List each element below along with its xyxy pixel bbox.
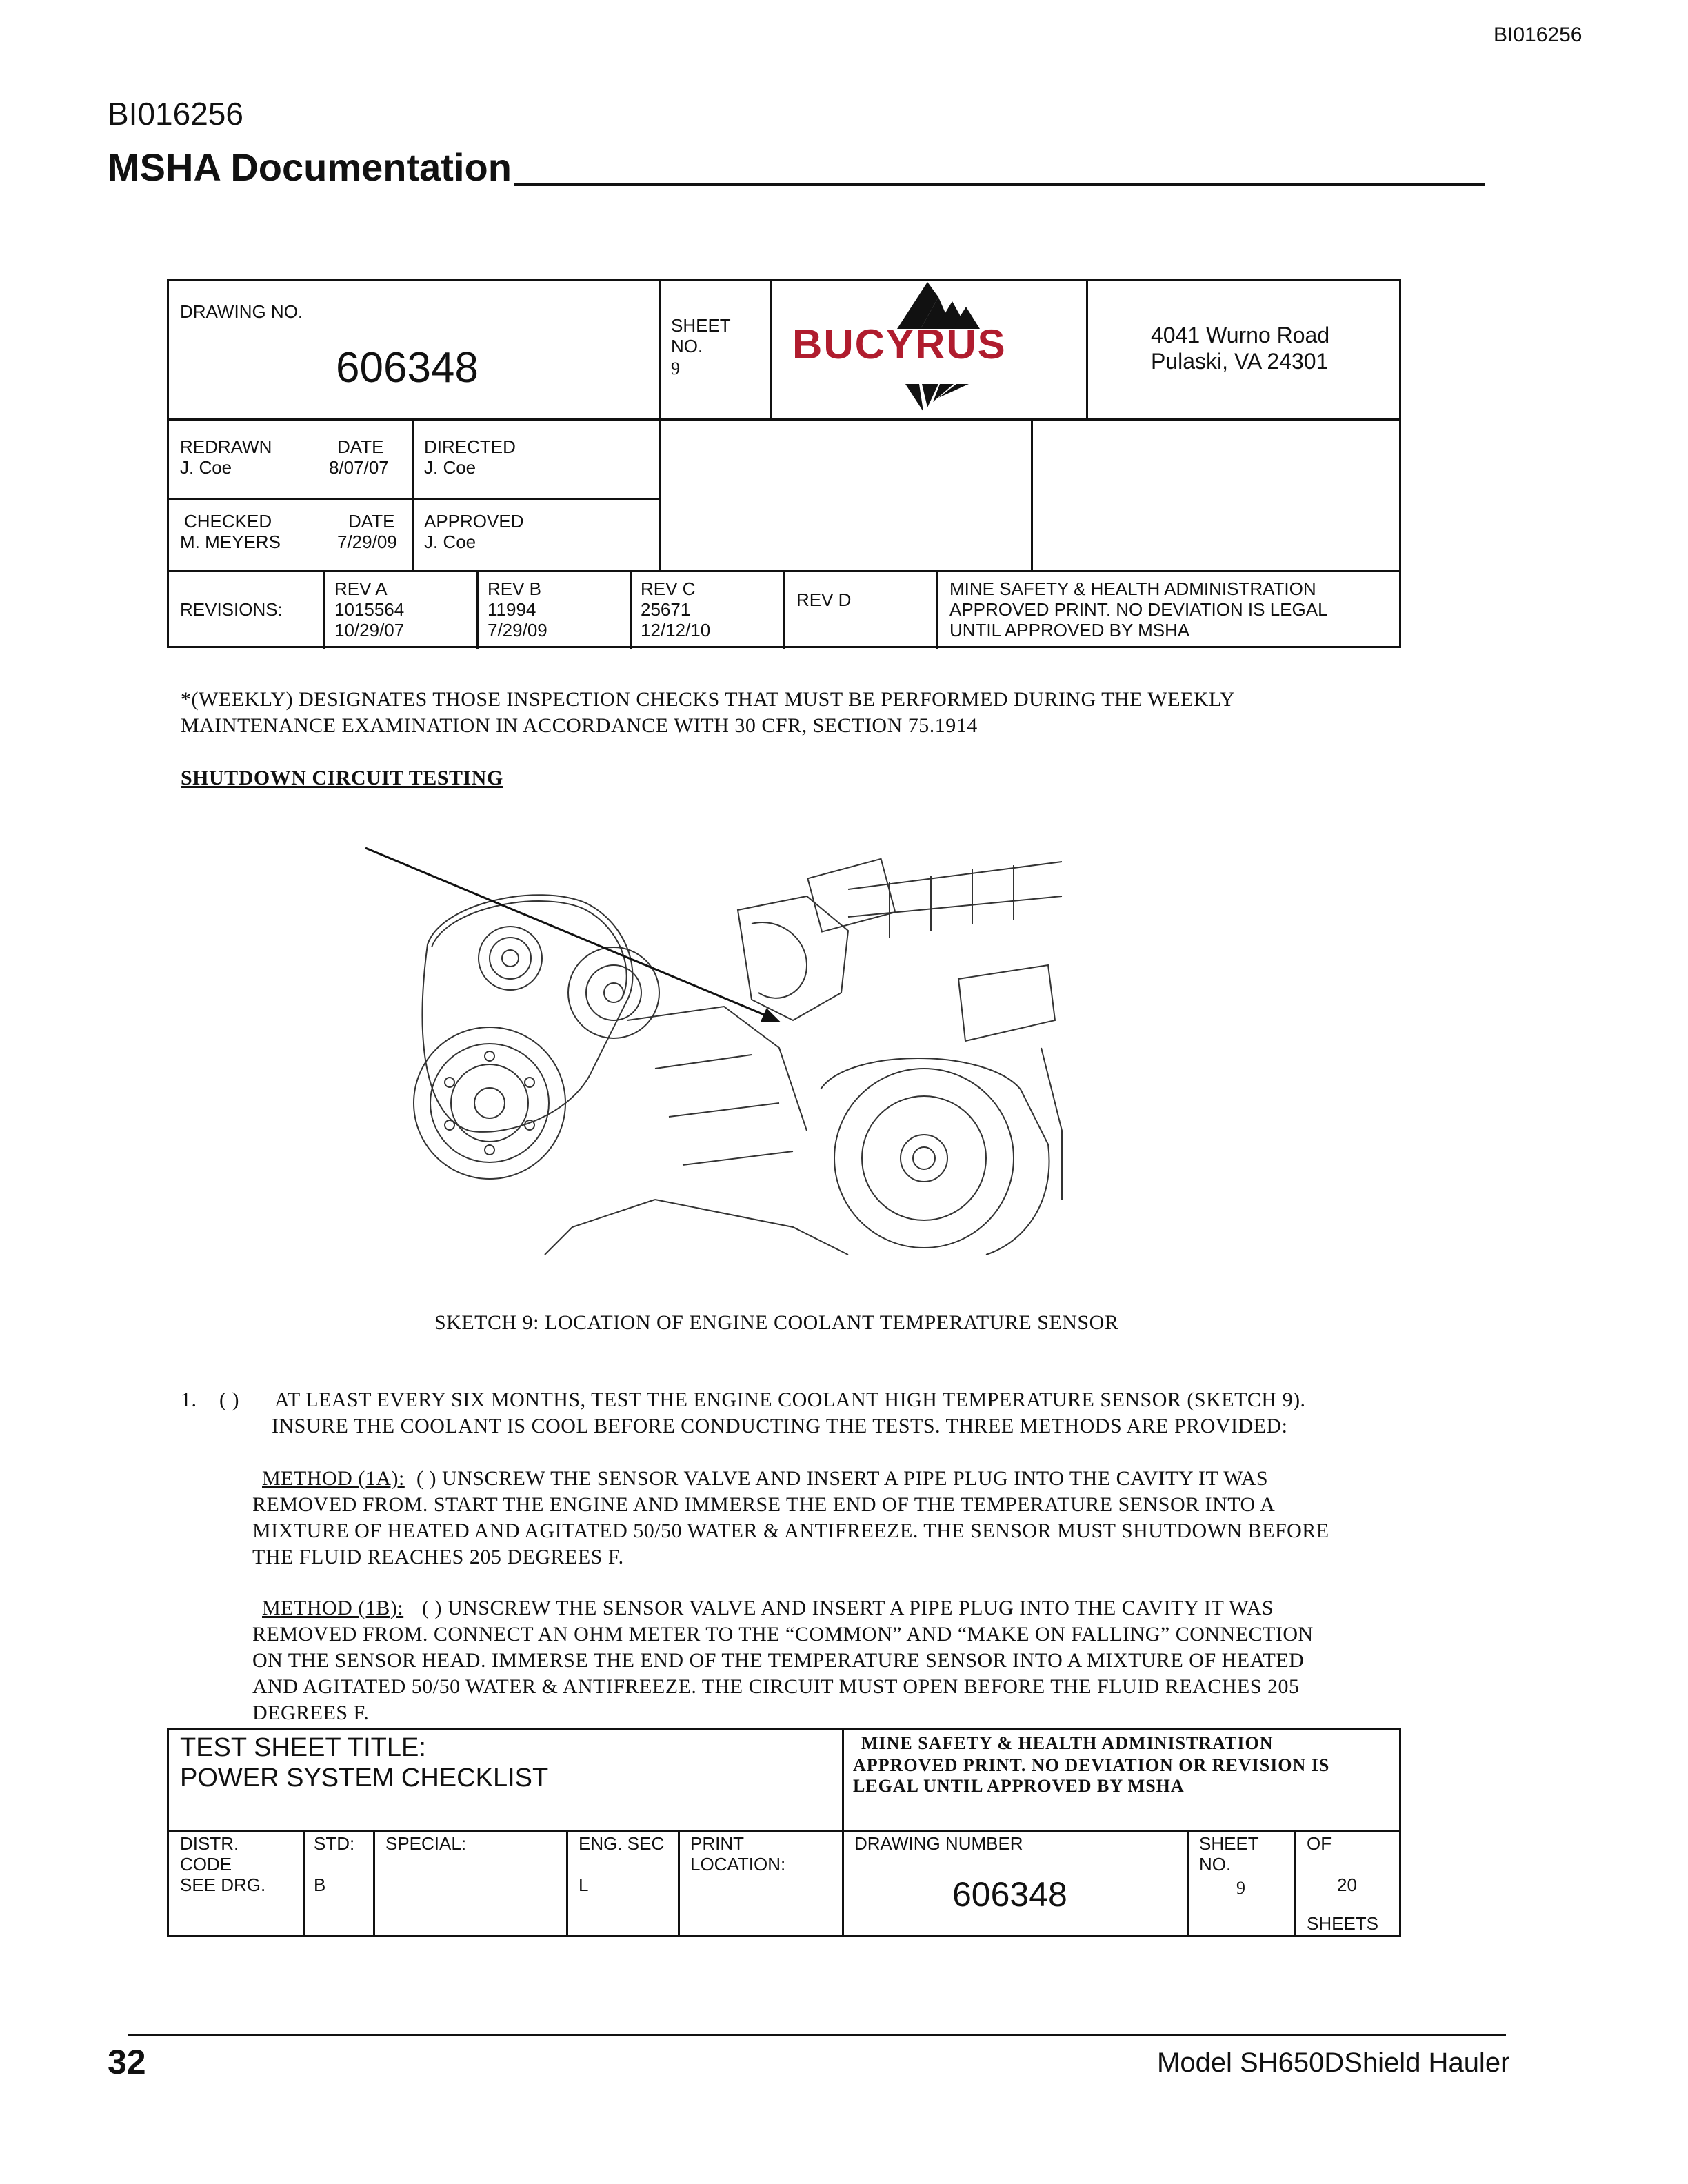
section-heading: SHUTDOWN CIRCUIT TESTING: [181, 767, 503, 789]
rev-a-date: 10/29/07: [334, 620, 405, 640]
document-id: BI016256: [108, 96, 243, 132]
method-1b-label: METHOD (1B):: [262, 1597, 404, 1619]
sketch-caption: SKETCH 9: LOCATION OF ENGINE COOLANT TEMPERATURE SENSOR: [434, 1311, 1119, 1334]
divider: [323, 570, 325, 649]
distr-value: SEE DRG.: [180, 1874, 266, 1895]
drawing-no: 606348: [336, 344, 479, 392]
redrawn-label: REDRAWN: [180, 436, 272, 457]
title-underline: [514, 183, 1485, 186]
divider: [169, 498, 660, 501]
sheet-no: 9: [1236, 1878, 1245, 1898]
footer-rule: [128, 2034, 1506, 2036]
sheet-label: SHEET: [671, 315, 731, 336]
print-location-label: LOCATION:: [690, 1854, 786, 1874]
rev-b-label: REV B: [488, 578, 542, 599]
item-number: 1.: [181, 1388, 197, 1411]
test-sheet-label: TEST SHEET TITLE:: [180, 1733, 426, 1762]
page-title: MSHA Documentation: [108, 145, 512, 189]
rev-a-label: REV A: [334, 578, 388, 599]
bucyrus-logo: [783, 281, 1086, 418]
distr-label: CODE: [180, 1854, 232, 1874]
total-sheets: 20: [1337, 1874, 1357, 1895]
divider: [936, 570, 938, 649]
rev-c-label: REV C: [641, 578, 696, 599]
rev-b-date: 7/29/09: [488, 620, 547, 640]
method-1b-line: DEGREES F.: [252, 1701, 370, 1724]
directed-label: DIRECTED: [424, 436, 516, 457]
msha-notice-line: LEGAL UNTIL APPROVED BY MSHA: [853, 1776, 1185, 1796]
method-1a-line: THE FLUID REACHES 205 DEGREES F.: [252, 1546, 624, 1568]
weekly-note-line: MAINTENANCE EXAMINATION IN ACCORDANCE WITH 30 CFR, SECTION 75.1914: [181, 714, 978, 737]
redrawn-date: 8/07/07: [329, 457, 389, 478]
msha-notice-line: APPROVED PRINT. NO DEVIATION OR REVISION IS: [853, 1755, 1330, 1775]
checked-date-label: DATE: [348, 511, 395, 532]
test-sheet-title: POWER SYSTEM CHECKLIST: [180, 1763, 549, 1792]
msha-notice-line: MINE SAFETY & HEALTH ADMINISTRATION: [861, 1733, 1274, 1753]
divider: [1086, 281, 1088, 418]
eng-sec-label: ENG. SEC: [579, 1833, 665, 1854]
engine-sketch: [365, 841, 1083, 1262]
weekly-note-line: *(WEEKLY) DESIGNATES THOSE INSPECTION CHECKS THAT MUST BE PERFORMED DURING THE WEEKLY: [181, 688, 1236, 711]
divider: [566, 1830, 568, 1935]
special-label: SPECIAL:: [385, 1833, 467, 1854]
address-line-1: 4041 Wurno Road: [1151, 323, 1330, 347]
approved-label: APPROVED: [424, 511, 524, 532]
revisions-label: REVISIONS:: [180, 599, 283, 620]
std-label: STD:: [314, 1833, 355, 1854]
checked-by: M. MEYERS: [180, 532, 281, 552]
sheets-label: SHEETS: [1307, 1913, 1379, 1934]
sheet-no: 9: [671, 358, 680, 378]
method-1a-label: METHOD (1A):: [262, 1467, 405, 1490]
sheet-label: NO.: [671, 336, 703, 356]
redrawn-by: J. Coe: [180, 457, 232, 478]
divider: [303, 1830, 305, 1935]
page-number: 32: [108, 2043, 146, 2081]
divider: [412, 418, 414, 570]
method-1b-line: ON THE SENSOR HEAD. IMMERSE THE END OF THE TEMPERATURE SENSOR INTO A MIXTURE OF HEATED: [252, 1649, 1305, 1672]
sheet-no-label: SHEET: [1199, 1833, 1259, 1854]
divider: [169, 418, 1399, 421]
checked-label: CHECKED: [184, 511, 272, 532]
drawing-number: 606348: [952, 1875, 1067, 1914]
rev-d-label: REV D: [796, 589, 852, 610]
divider: [678, 1830, 680, 1935]
msha-notice-line: MINE SAFETY & HEALTH ADMINISTRATION: [950, 578, 1316, 599]
msha-notice-line: APPROVED PRINT. NO DEVIATION IS LEGAL: [950, 599, 1328, 620]
method-1a-line: REMOVED FROM. START THE ENGINE AND IMMERSE THE END OF THE TEMPERATURE SENSOR INTO A: [252, 1493, 1276, 1516]
divider: [476, 570, 479, 649]
method-1b-line: REMOVED FROM. CONNECT AN OHM METER TO THE “COMMON” AND “MAKE ON FALLING” CONNECTION: [252, 1623, 1314, 1646]
eng-sec-value: L: [579, 1874, 589, 1895]
item-text-line: AT LEAST EVERY SIX MONTHS, TEST THE ENGINE COOLANT HIGH TEMPERATURE SENSOR (SKETCH 9).: [274, 1388, 1306, 1411]
drawing-number-label: DRAWING NUMBER: [854, 1833, 1023, 1854]
approved-by: J. Coe: [424, 532, 476, 552]
logo-text: BUCYRUS: [792, 321, 1007, 367]
distr-label: DISTR.: [180, 1833, 239, 1854]
divider: [1294, 1830, 1296, 1935]
sheet-no-label: NO.: [1199, 1854, 1232, 1874]
checked-date: 7/29/09: [337, 532, 397, 552]
bottom-title-block: [167, 1728, 1401, 1937]
method-1a-line: ( ) UNSCREW THE SENSOR VALVE AND INSERT A PIPE PLUG INTO THE CAVITY IT WAS: [416, 1467, 1269, 1490]
divider: [783, 570, 785, 649]
redrawn-date-label: DATE: [337, 436, 384, 457]
msha-notice-line: UNTIL APPROVED BY MSHA: [950, 620, 1190, 640]
rev-c-date: 12/12/10: [641, 620, 711, 640]
divider: [169, 1830, 1399, 1832]
divider: [1187, 1830, 1189, 1935]
divider: [770, 281, 772, 418]
rev-a-number: 1015564: [334, 599, 405, 620]
of-label: OF: [1307, 1833, 1332, 1854]
document-id-top: BI016256: [1494, 23, 1582, 46]
drawing-no-label: DRAWING NO.: [180, 301, 303, 322]
model-name: Model SH650DShield Hauler: [1157, 2048, 1510, 2078]
divider: [630, 570, 632, 649]
engine-sketch-drawing: [365, 841, 1083, 1262]
rev-b-number: 11994: [488, 599, 536, 620]
print-location-label: PRINT: [690, 1833, 744, 1854]
std-value: B: [314, 1874, 326, 1895]
address-line-2: Pulaski, VA 24301: [1151, 349, 1329, 374]
divider: [842, 1730, 844, 1935]
method-1b-line: AND AGITATED 50/50 WATER & ANTIFREEZE. THE CIRCUIT MUST OPEN BEFORE THE FLUID REACHES 205: [252, 1675, 1300, 1698]
item-text-line: INSURE THE COOLANT IS COOL BEFORE CONDUCTING THE TESTS. THREE METHODS ARE PROVIDED:: [272, 1415, 1288, 1437]
rev-c-number: 25671: [641, 599, 691, 620]
title-block: [167, 279, 1401, 648]
divider: [373, 1830, 375, 1935]
directed-by: J. Coe: [424, 457, 476, 478]
method-1a-line: MIXTURE OF HEATED AND AGITATED 50/50 WATER & ANTIFREEZE. THE SENSOR MUST SHUTDOWN BEFORE: [252, 1519, 1329, 1542]
divider: [659, 281, 661, 570]
item-checkbox[interactable]: ( ): [219, 1388, 239, 1411]
method-1b-line: ( ) UNSCREW THE SENSOR VALVE AND INSERT A PIPE PLUG INTO THE CAVITY IT WAS: [422, 1597, 1274, 1619]
divider: [1031, 418, 1033, 570]
